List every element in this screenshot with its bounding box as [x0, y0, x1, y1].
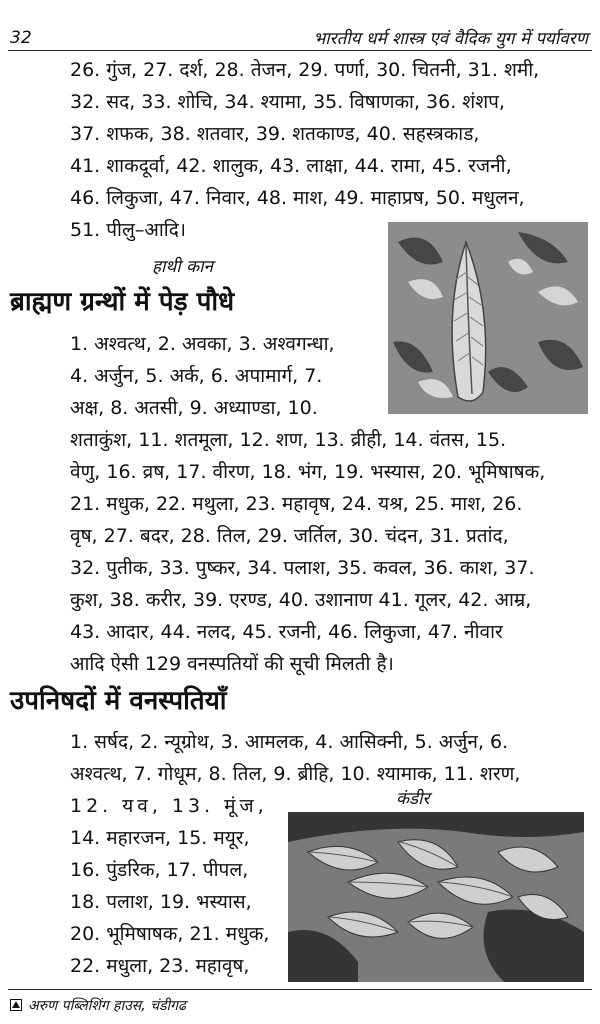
text-line: 21. मधुक, 22. मथुला, 23. महावृष, 24. यश्र, 25. माश, 26.: [70, 493, 523, 515]
kandir-plant-photo: [288, 812, 584, 982]
section-heading-upanishad: उपनिषदों में वनस्पतियाँ: [10, 686, 227, 716]
text-line: 51. पीलु–आदि।: [70, 219, 186, 241]
plant-photo-illustration: [288, 812, 584, 982]
text-line: 12. यव, 13. मूंज,: [70, 795, 268, 817]
running-title: भारतीय धर्म शास्त्र एवं वैदिक युग में पर्यावरण: [313, 29, 588, 49]
text-line: 43. आदार, 44. नलद, 45. रजनी, 46. लिकुजा, 47. नीवार: [70, 621, 503, 643]
text-line: 14. महारजन, 15. मयूर,: [70, 827, 250, 849]
plant-photo-illustration: [388, 222, 588, 414]
elephant-ear-plant-photo: [388, 222, 588, 414]
text-line: 16. पुंडरिक, 17. पीपल,: [70, 859, 249, 881]
text-line: 1. अश्वत्थ, 2. अवका, 3. अश्वगन्धा,: [70, 333, 335, 355]
text-line: 26. गुंज, 27. दर्श, 28. तेजन, 29. पर्णा, 30. चितनी, 31. शमी,: [70, 59, 540, 81]
text-line: कुश, 38. करीर, 39. एरण्ड, 40. उशानाण 41. गूलर, 42. आम्र,: [70, 589, 532, 611]
text-line: 1. सर्षद, 2. न्यूग्रोथ, 3. आमलक, 4. आसिक्नी, 5. अर्जुन, 6.: [70, 731, 509, 753]
text-line: 22. मधुला, 23. महावृष,: [70, 955, 250, 977]
text-line: 41. शाकदूर्वा, 42. शालुक, 43. लाक्षा, 44. रामा, 45. रजनी,: [70, 155, 512, 177]
text-line: 46. लिकुजा, 47. निवार, 48. माश, 49. माहाप्रष, 50. मधुलन,: [70, 187, 525, 209]
text-line: 37. शफक, 38. शतवार, 39. शतकाण्ड, 40. सहस्त्रकाड,: [70, 123, 480, 145]
text-line: 20. भूमिषाषक, 21. मधुक,: [70, 923, 270, 945]
text-line: 32. सद, 33. शोचि, 34. श्यामा, 35. विषाणका, 36. शंशप,: [70, 91, 505, 113]
text-line: 4. अर्जुन, 5. अर्क, 6. अपामार्ग, 7.: [70, 365, 323, 387]
section-heading-brahmana: ब्राह्मण ग्रन्थों में पेड़ पौधे: [10, 287, 235, 317]
text-line: अश्वत्थ, 7. गोधूम, 8. तिल, 9. ब्रीहि, 10. श्यामाक, 11. शरण,: [70, 763, 521, 785]
publisher-logo-icon: [10, 999, 22, 1011]
photo-caption-elephant-ear: हाथी कान: [152, 257, 213, 277]
text-line: 32. पुतीक, 33. पुष्कर, 34. पलाश, 35. कवल, 36. काश, 37.: [70, 557, 535, 579]
page-header: [0, 0, 600, 48]
text-line: वेणु, 16. व्रष, 17. वीरण, 18. भंग, 19. भस्यास, 20. भूमिषाषक,: [70, 461, 546, 483]
text-line: शताकुंश, 11. शतमूला, 12. शण, 13. व्रीही, 14. वंतस, 15.: [70, 429, 507, 451]
text-line: आदि ऐसी 129 वनस्पतियों की सूची मिलती है।: [70, 653, 394, 675]
photo-caption-kandir: कंडीर: [396, 789, 430, 809]
header-rule: [8, 50, 592, 51]
text-line: वृष, 27. बदर, 28. तिल, 29. जर्तिल, 30. चंदन, 31. प्रतांद,: [70, 525, 509, 547]
text-line: अक्ष, 8. अतसी, 9. अध्याण्डा, 10.: [70, 397, 318, 419]
publisher-name: अरुण पब्लिशिंग हाउस, चंडीगढ: [28, 998, 186, 1014]
text-line: 18. पलाश, 19. भस्यास,: [70, 891, 252, 913]
page-footer: [10, 996, 186, 1015]
page-number: 32: [10, 28, 32, 48]
footer-rule: [8, 989, 592, 990]
